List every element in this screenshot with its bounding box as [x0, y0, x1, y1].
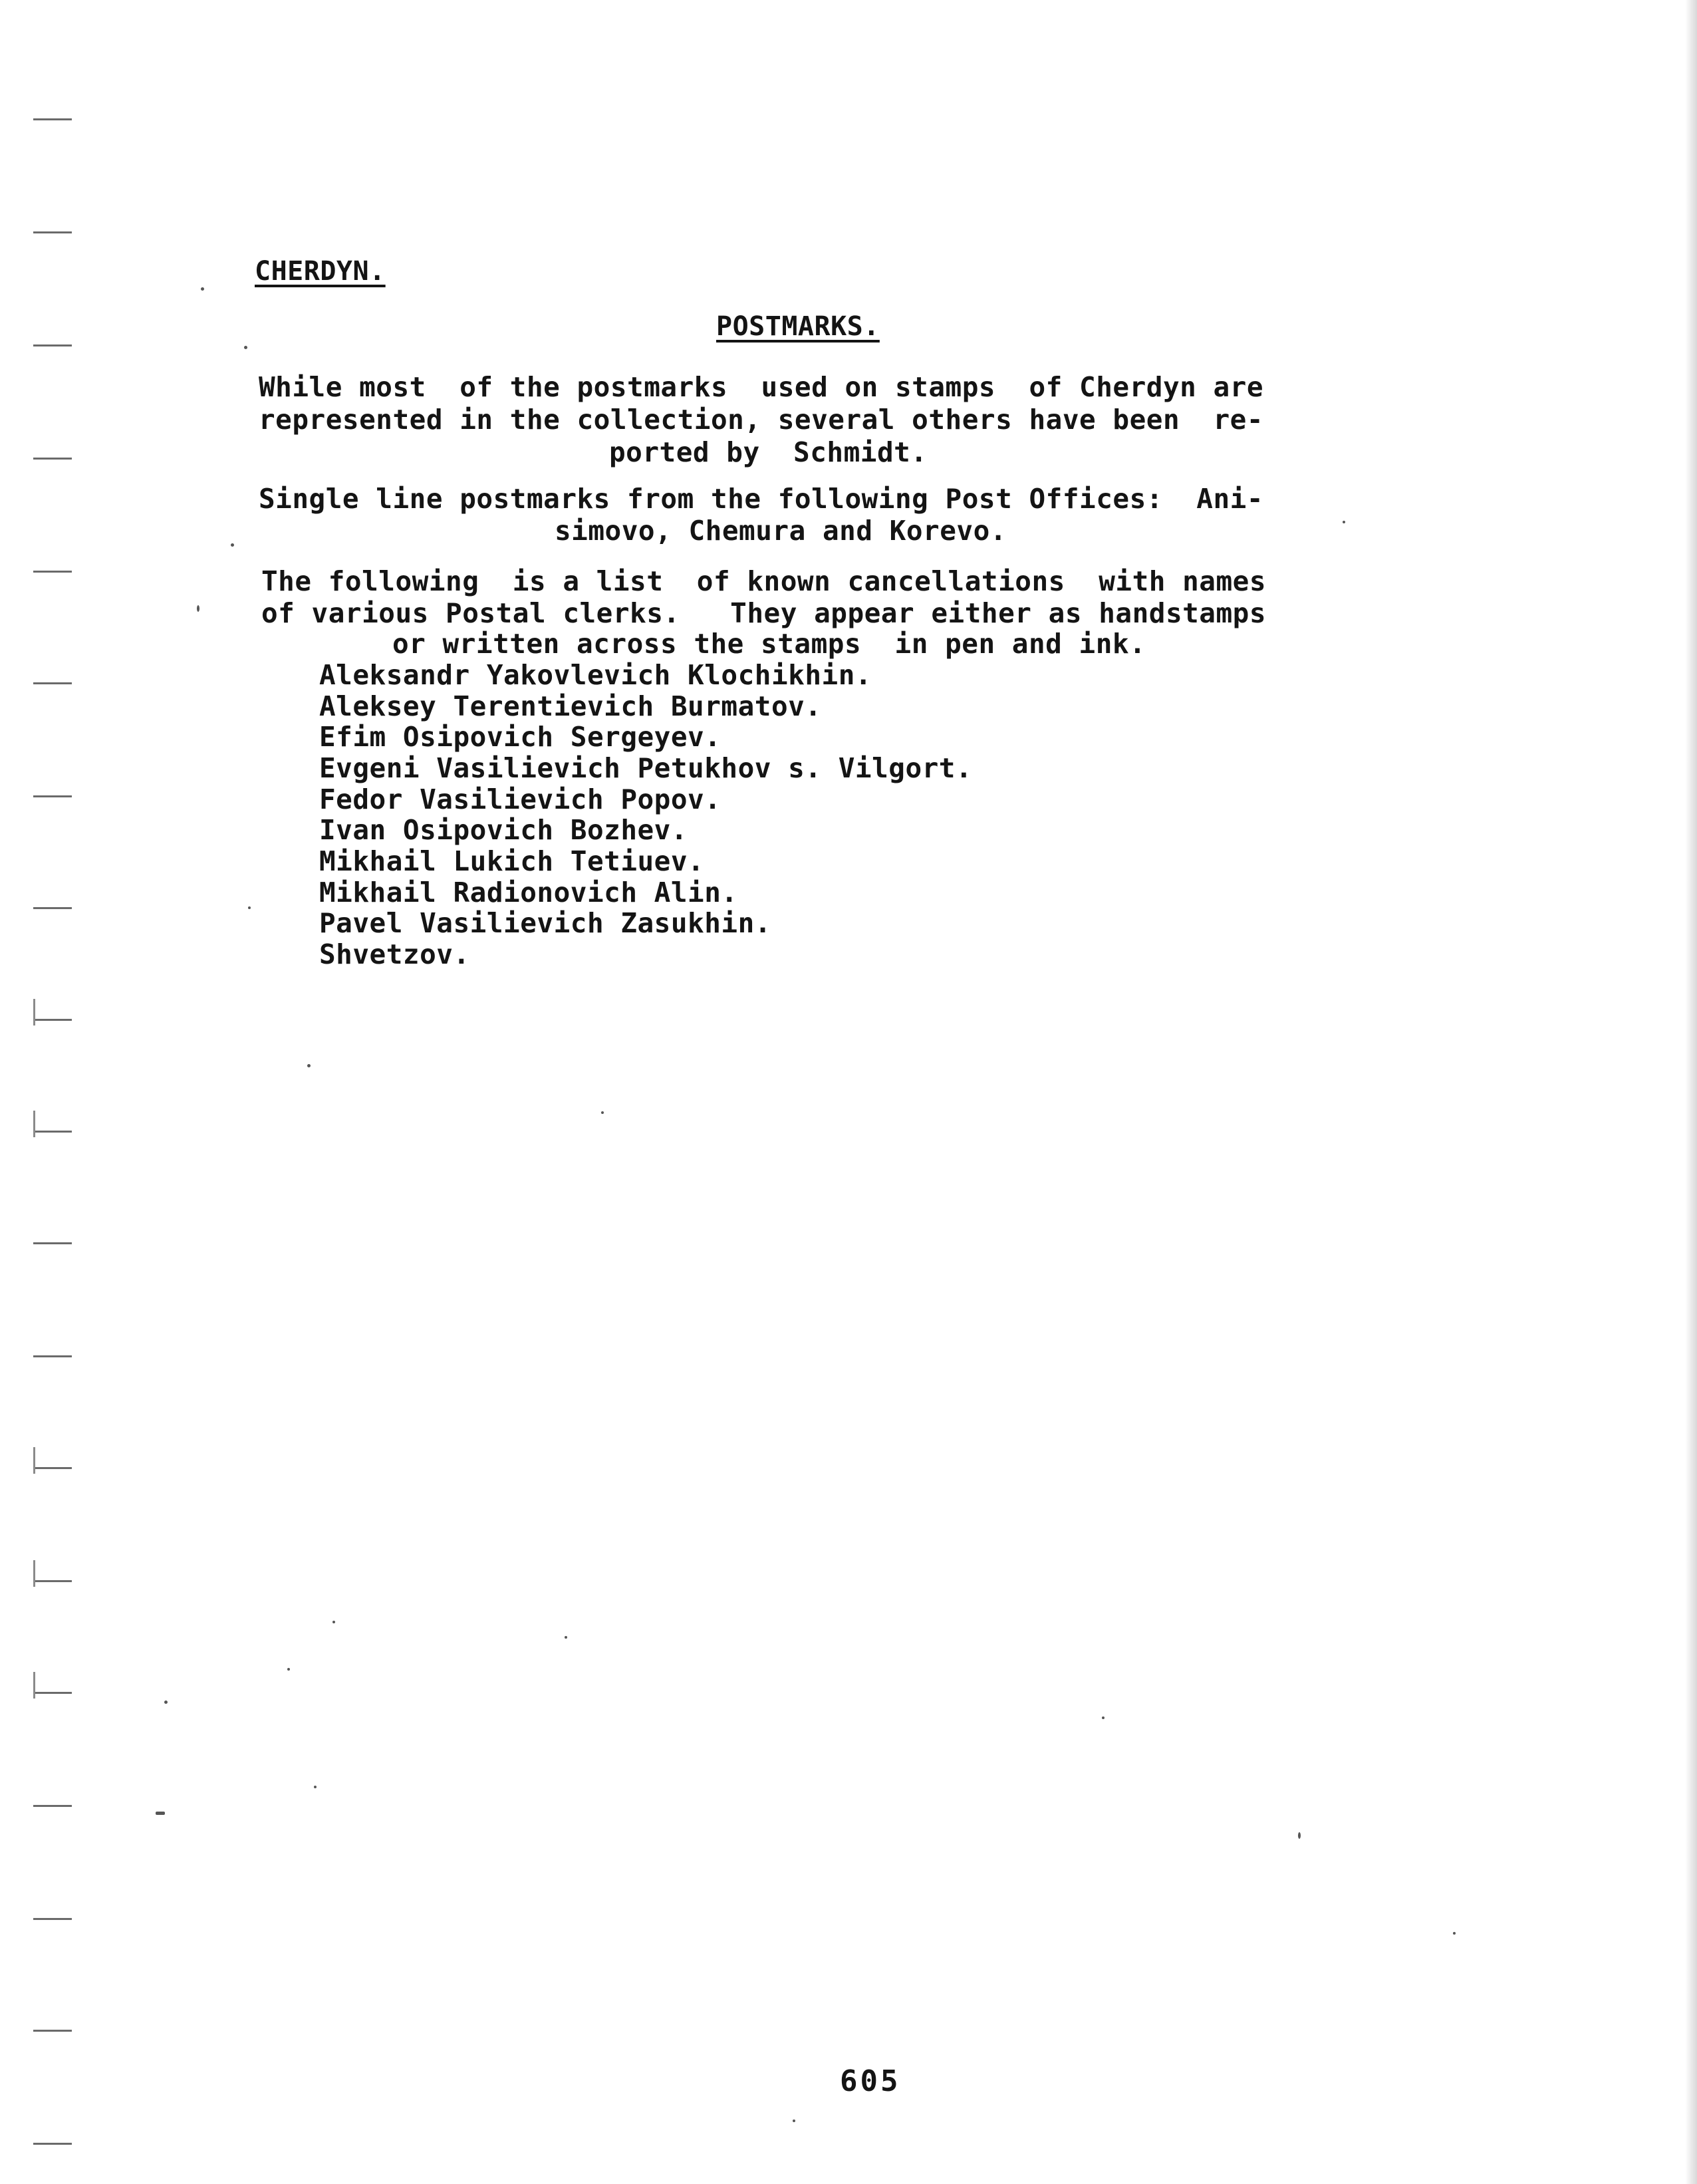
- clerk-list-item: Aleksandr Yakovlevich Klochikhin.: [319, 659, 872, 691]
- clerk-list-item: Efim Osipovich Sergeyev.: [319, 721, 721, 753]
- clerk-list-item: Pavel Vasilievich Zasukhin.: [319, 907, 771, 939]
- scan-speck: [793, 2119, 795, 2122]
- paragraph1-line1: While most of the postmarks used on stamps of Cherdyn are: [259, 371, 1264, 403]
- paragraph2-line2: simovo, Chemura and Korevo.: [555, 515, 1007, 547]
- scan-edge-shadow: [1685, 0, 1697, 2184]
- scan-speck: [565, 1636, 567, 1639]
- scan-speck: [156, 1812, 165, 1815]
- clerk-list-item: Mikhail Lukich Tetiuev.: [319, 845, 705, 877]
- scan-speck: [1298, 1832, 1301, 1839]
- clerk-list-item: Mikhail Radionovich Alin.: [319, 877, 738, 908]
- clerk-list-item: Shvetzov.: [319, 938, 470, 970]
- paragraph1-line3: ported by Schmidt.: [609, 436, 928, 468]
- paragraph1-line2: represented in the collection, several others have been re-: [259, 404, 1264, 436]
- clerk-list-item: Aleksey Terentievich Burmatov.: [319, 690, 822, 722]
- paragraph2-line1: Single line postmarks from the following Post Offices: Ani-: [259, 483, 1264, 515]
- scan-speck: [164, 1701, 168, 1704]
- scan-speck: [201, 287, 204, 291]
- scan-speck: [248, 906, 251, 909]
- paragraph3-line3: or written across the stamps in pen and ink.: [392, 628, 1146, 660]
- scan-speck: [314, 1786, 317, 1788]
- paragraph3-line2: of various Postal clerks. They appear either as handstamps: [261, 597, 1267, 629]
- scan-speck: [307, 1064, 311, 1067]
- scan-speck: [244, 346, 247, 349]
- clerk-list-item: Fedor Vasilievich Popov.: [319, 783, 721, 815]
- subheading: POSTMARKS.: [716, 311, 880, 342]
- scan-speck: [197, 605, 199, 612]
- scan-speck: [1102, 1716, 1105, 1719]
- scan-speck: [1453, 1932, 1456, 1935]
- clerk-list-item: Evgeni Vasilievich Petukhov s. Vilgort.: [319, 752, 973, 784]
- scan-speck: [1343, 521, 1345, 523]
- page-number: 605: [840, 2064, 901, 2098]
- paragraph3-line1: The following is a list of known cancellations with names: [261, 565, 1267, 597]
- section-heading: CHERDYN.: [255, 256, 386, 287]
- binder-margin-marks: [33, 0, 73, 2184]
- clerk-list-item: Ivan Osipovich Bozhev.: [319, 814, 688, 846]
- scan-speck: [601, 1111, 604, 1114]
- scan-speck: [287, 1668, 290, 1671]
- scan-speck: [332, 1621, 335, 1623]
- scan-speck: [231, 543, 234, 547]
